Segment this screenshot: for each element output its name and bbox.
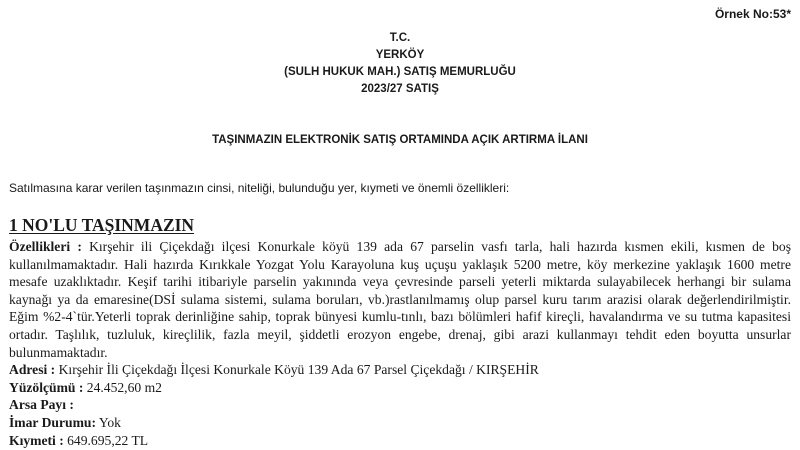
header-office: (SULH HUKUK MAH.) SATIŞ MEMURLUĞU (284, 66, 516, 78)
value-label: Kıymeti : (9, 432, 64, 448)
header-district: YERKÖY (375, 49, 425, 61)
document-header (0, 30, 800, 98)
land-share-row (9, 396, 791, 414)
features-paragraph (9, 238, 791, 361)
zoning-row (9, 414, 791, 432)
features-label: Özellikleri : (9, 239, 82, 254)
area-value: 24.452,60 m2 (83, 379, 162, 395)
zoning-label: İmar Durumu: (9, 414, 96, 430)
land-share-label: Arsa Payı : (9, 397, 74, 413)
area-label: Yüzölçümü : (9, 379, 84, 395)
area-row (9, 379, 791, 397)
features-text: Kırşehir ili Çiçekdağı ilçesi Konurkale köyü 139 ada 67 parselin vasfı tarla, hali hazırda kısmen ekili, kısmen de boş kullanılmamaktadır. Hali hazırda Kırıkkale Yozgat Yolu Karayoluna kuş uçuşu yaklaşık 5200 metre, köy merkezine yaklaşık 1600 metre mesafe uzaklıktadır. Keşif tarihi itibariyle parselin yakınında veya çevresinde parseli yeterli miktarda sulayabilecek herhangi bir sulama kaynağı ya da emaresine(DSİ sulama sistemi, sulama boruları, vb.)rastlanılmamış olup parsel kuru tarım arazisi olarak değerlendirilmiştir. Eğim %2-4`tür.Yeterli toprak derinliğine sahip, toprak bünyesi kumlu-tınlı, bazı bölümleri hafif kireçli, havalandırma ve su tutma kapasitesi ortadır. Taşlılık, tuzluluk, kireçlilik, fazla meyil, şiddetli erozyon engebe, drenaj, gibi arazi kullanmayı tehdit eden boyutta unsurlar bulunmamaktadır. (9, 239, 791, 360)
address-label: Adresi : (9, 362, 56, 378)
address-value: Kırşehir İli Çiçekdağı İlçesi Konurkale Köyü 139 Ada 67 Parsel Çiçekdağı / KIRŞEHİR (55, 362, 539, 378)
header-case-number: 2023/27 SATIŞ (361, 83, 439, 95)
value-row (9, 432, 791, 450)
announcement-title: TAŞINMAZIN ELEKTRONİK SATIŞ ORTAMINDA AÇIK ARTIRMA İLANI (212, 134, 588, 146)
zoning-value: Yok (95, 414, 121, 430)
property-title: 1 NO'LU TAŞINMAZIN (9, 215, 195, 235)
header-republic: T.C. (389, 32, 411, 44)
intro-text: Satılmasına karar verilen taşınmazın cinsi, niteliği, bulunduğu yer, kıymeti ve önemli özellikleri: (9, 181, 510, 195)
sample-number: Örnek No:53* (714, 7, 791, 21)
address-row (9, 361, 791, 379)
property-details (9, 238, 791, 449)
value-value: 649.695,22 TL (63, 432, 149, 448)
